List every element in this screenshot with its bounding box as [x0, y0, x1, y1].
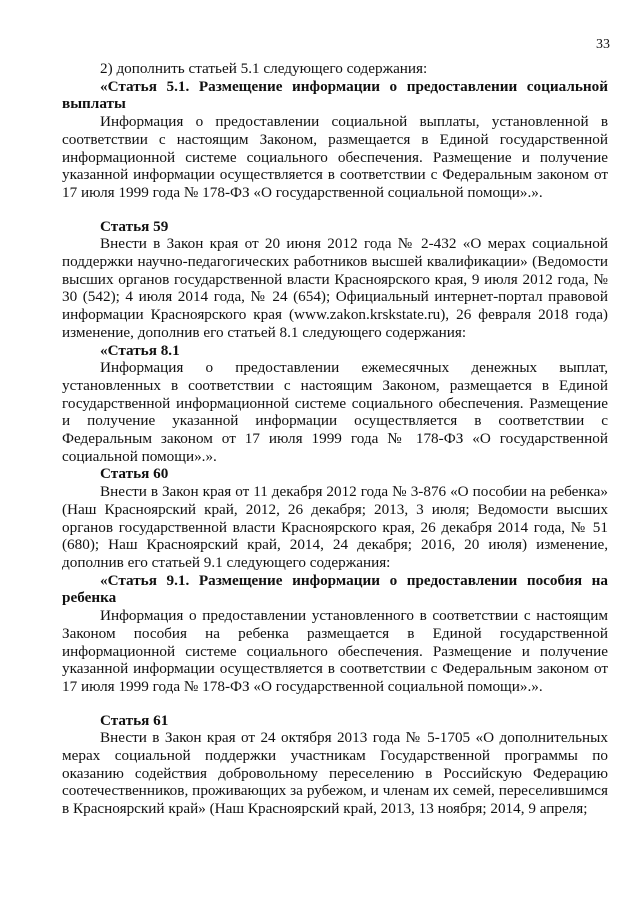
document-body — [62, 60, 608, 818]
paragraph: Информация о предоставлении социальной выплаты, установленной в соответствии с настоящим Законом, размещается в Единой государственной информационной системе социального обеспечения. Размещение и получение указанной информации осуществляется в соответствии с Федеральным законом от 17 июля 1999 года № 178-ФЗ «О государственной социальной помощи».». — [62, 113, 608, 201]
page-number: 33 — [596, 37, 610, 52]
article-heading: Статья 59 — [100, 217, 169, 235]
paragraph: Информация о предоставлении установленного в соответствии с настоящим Законом пособия на ребенка размещается в Единой государственной информационной системе социального обеспечения. Размещение и получение указанной информации осуществляется в соответствии с Федеральным законом от 17 июля 1999 года № 178-ФЗ «О государственной социальной помощи».». — [62, 607, 608, 695]
article-title: «Статья 9.1. Размещение информации о предоставлении пособия на ребенка — [62, 571, 608, 607]
article-heading: Статья 61 — [100, 711, 169, 729]
paragraph: Внести в Закон края от 11 декабря 2012 года № 3-876 «О пособии на ребенка» (Наш Красноярский край, 2012, 26 декабря; 2013, 3 июля; Ведомости высших органов государственной власти Красноярского края, 26 декабря 2014 года, № 51 (680); Наш Красноярский край, 2014, 24 декабря; 2016, 20 июля) изменение, дополнив его статьей 9.1 следующего содержания: — [62, 483, 608, 571]
paragraph: Внести в Закон края от 24 октября 2013 года № 5-1705 «О дополнительных мерах социальной поддержки участникам Государственной программы по оказанию содействия добровольному переселению в Российскую Федерацию соотечественников, проживающих за рубежом, и членам их семей, переселившимся в Красноярский край» (Наш Красноярский край, 2013, 13 ноября; 2014, 9 апреля; — [62, 729, 608, 818]
paragraph-gap — [62, 696, 608, 712]
article-heading: Статья 60 — [100, 465, 169, 483]
article-title-paragraph — [62, 572, 608, 607]
paragraph-gap — [62, 202, 608, 218]
paragraph: 2) дополнить статьей 5.1 следующего содержания: — [100, 60, 428, 77]
paragraph: Внести в Закон края от 20 июня 2012 года № 2-432 «О мерах социальной поддержки научно-педагогических работников высшей квалификации» (Ведомости высших органов государственной власти Красноярского края, 9 июля 2012 года, № 30 (542); 4 июля 2014 года, № 24 (654); Официальный интернет-портал правовой информации Красноярского края (www.zakon.krskstate.ru), 26 февраля 2018 года) изменение, дополнив его статьей 8.1 следующего содержания: — [62, 235, 608, 341]
article-title-paragraph — [62, 78, 608, 113]
article-title: «Статья 5.1. Размещение информации о предоставлении социальной выплаты — [62, 77, 608, 113]
paragraph: Информация о предоставлении ежемесячных денежных выплат, установленных в соответствии с настоящим Законом, размещается в Единой государственной информационной системе социального обеспечения. Размещение и получение указанной информации осуществляется в соответствии с Федеральным законом от 17 июля 1999 года № 178-ФЗ «О государственной социальной помощи».». — [62, 359, 608, 465]
article-heading: «Статья 8.1 — [100, 341, 180, 359]
